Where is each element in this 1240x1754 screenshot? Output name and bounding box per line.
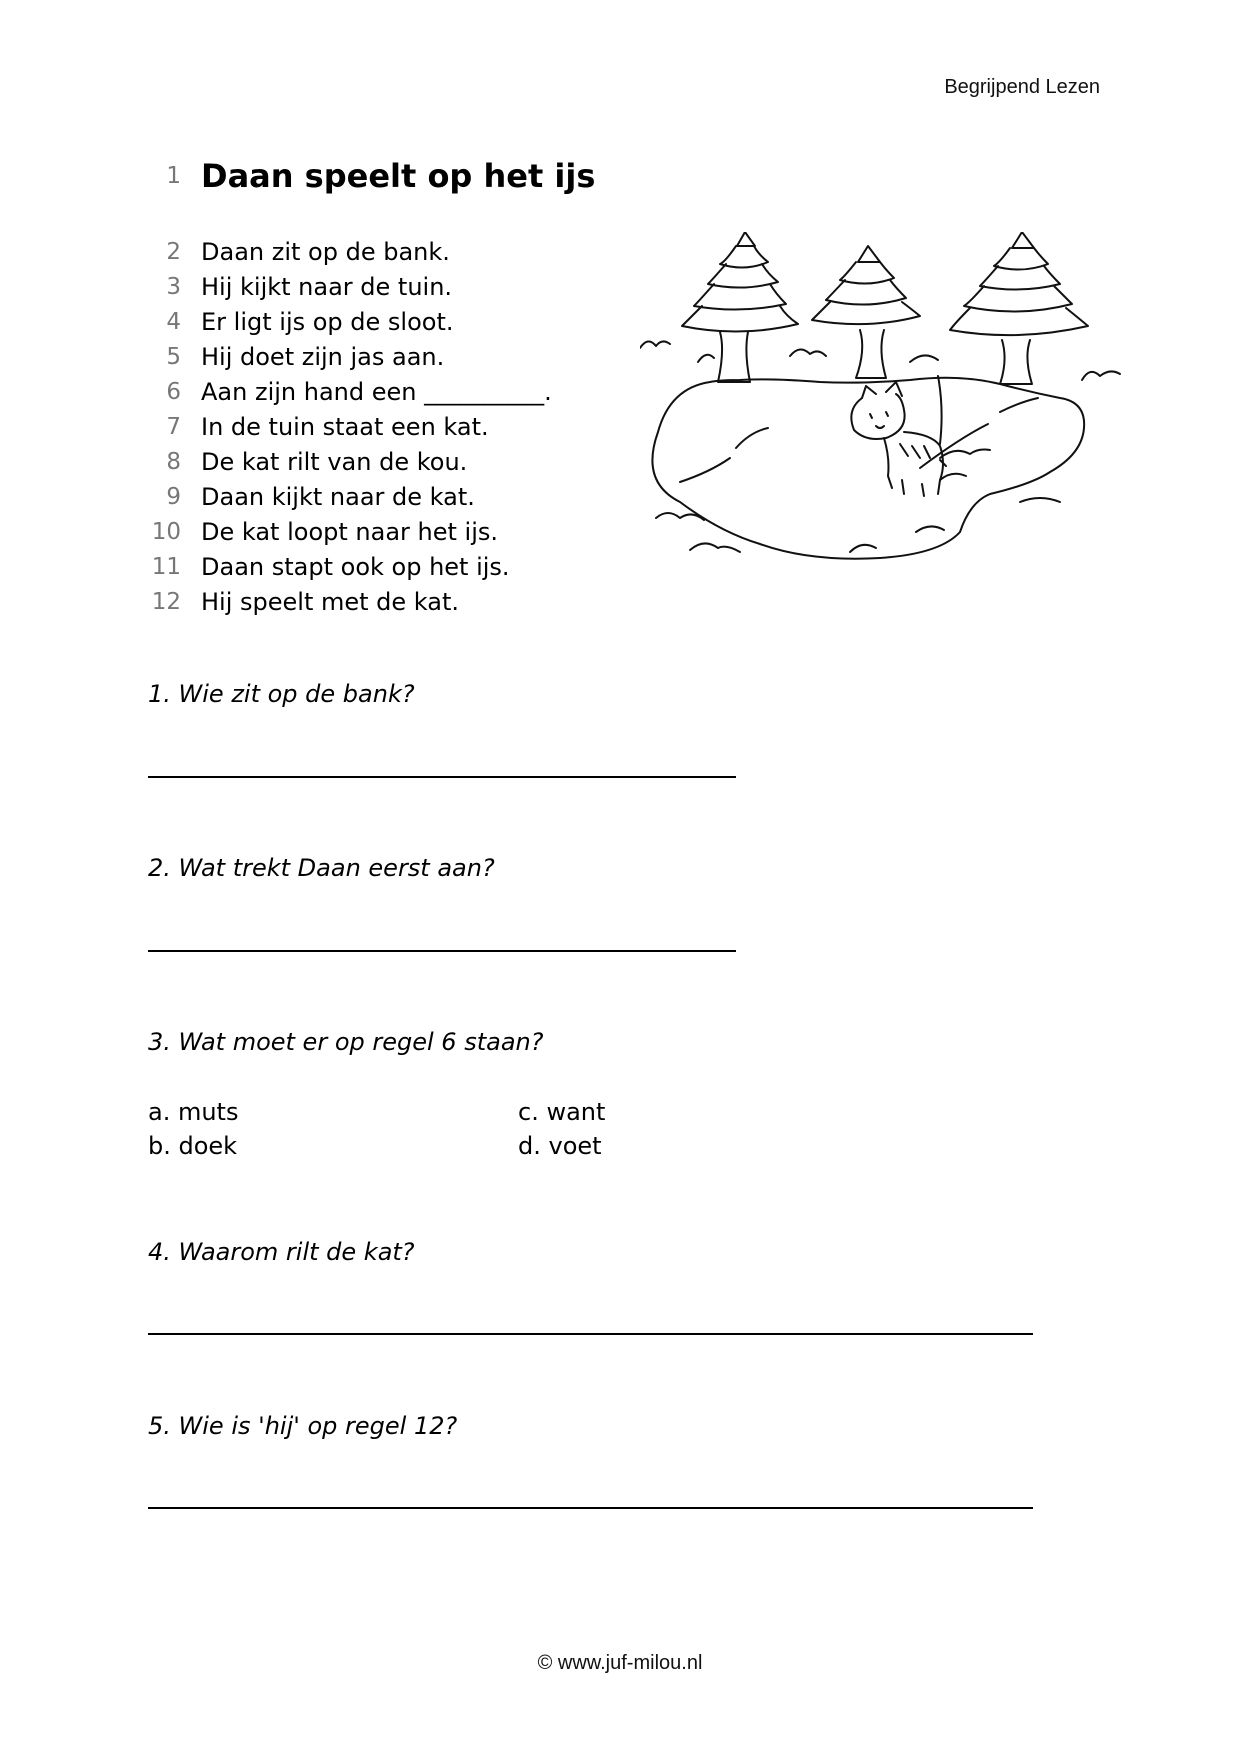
line-number: 2 <box>166 239 181 265</box>
pond-outline <box>652 378 1084 559</box>
line-text: De kat loopt naar het ijs. <box>201 518 499 546</box>
line-number: 3 <box>166 274 181 300</box>
story-line <box>147 411 489 443</box>
answer-line-4[interactable] <box>148 1333 1033 1335</box>
story-line <box>147 271 452 303</box>
line-text: Hij kijkt naar de tuin. <box>201 273 453 301</box>
question-2: 2. Wat trekt Daan eerst aan? <box>148 854 495 882</box>
story-line <box>147 586 459 618</box>
option-b[interactable]: b. doek <box>148 1132 238 1160</box>
line-number: 12 <box>151 589 181 615</box>
line-text: In de tuin staat een kat. <box>201 413 489 441</box>
line-text: Aan zijn hand een __________. <box>201 378 552 406</box>
line-number: 8 <box>166 449 181 475</box>
option-a[interactable]: a. muts <box>148 1098 239 1126</box>
line-number: 11 <box>151 554 181 580</box>
story-line <box>147 551 510 583</box>
answer-line-2[interactable] <box>148 950 736 952</box>
line-text: Hij speelt met de kat. <box>201 588 460 616</box>
story-line <box>147 341 444 373</box>
line-number: 10 <box>151 519 181 545</box>
line-text: Daan zit op de bank. <box>201 238 450 266</box>
option-c[interactable]: c. want <box>518 1098 606 1126</box>
line-number: 7 <box>166 414 181 440</box>
question-1: 1. Wie zit op de bank? <box>148 680 415 708</box>
story-title-row <box>147 157 596 195</box>
story-line <box>147 236 450 268</box>
header-label: Begrijpend Lezen <box>944 76 1100 98</box>
cat-drawing <box>851 376 946 496</box>
line-text: Daan kijkt naar de kat. <box>201 483 475 511</box>
story-line <box>147 516 498 548</box>
story-title: Daan speelt op het ijs <box>201 157 596 195</box>
line-number: 5 <box>166 344 181 370</box>
line-text: De kat rilt van de kou. <box>201 448 468 476</box>
pond-illustration <box>640 232 1140 632</box>
line-number: 1 <box>166 163 181 189</box>
option-d[interactable]: d. voet <box>518 1132 602 1160</box>
story-line <box>147 306 454 338</box>
question-5: 5. Wie is 'hij' op regel 12? <box>148 1412 458 1440</box>
line-text: Er ligt ijs op de sloot. <box>201 308 454 336</box>
question-3: 3. Wat moet er op regel 6 staan? <box>148 1028 544 1056</box>
story-line <box>147 376 552 408</box>
tree-right <box>950 232 1088 384</box>
answer-line-5[interactable] <box>148 1507 1033 1509</box>
footer-copyright: © www.juf-milou.nl <box>537 1652 703 1674</box>
question-4: 4. Waarom rilt de kat? <box>148 1238 415 1266</box>
line-number: 6 <box>166 379 181 405</box>
line-number: 9 <box>166 484 181 510</box>
line-text: Hij doet zijn jas aan. <box>201 343 445 371</box>
line-number: 4 <box>166 309 181 335</box>
line-text: Daan stapt ook op het ijs. <box>201 553 510 581</box>
story-line <box>147 446 467 478</box>
tree-middle <box>812 246 920 378</box>
story-line <box>147 481 475 513</box>
answer-line-1[interactable] <box>148 776 736 778</box>
